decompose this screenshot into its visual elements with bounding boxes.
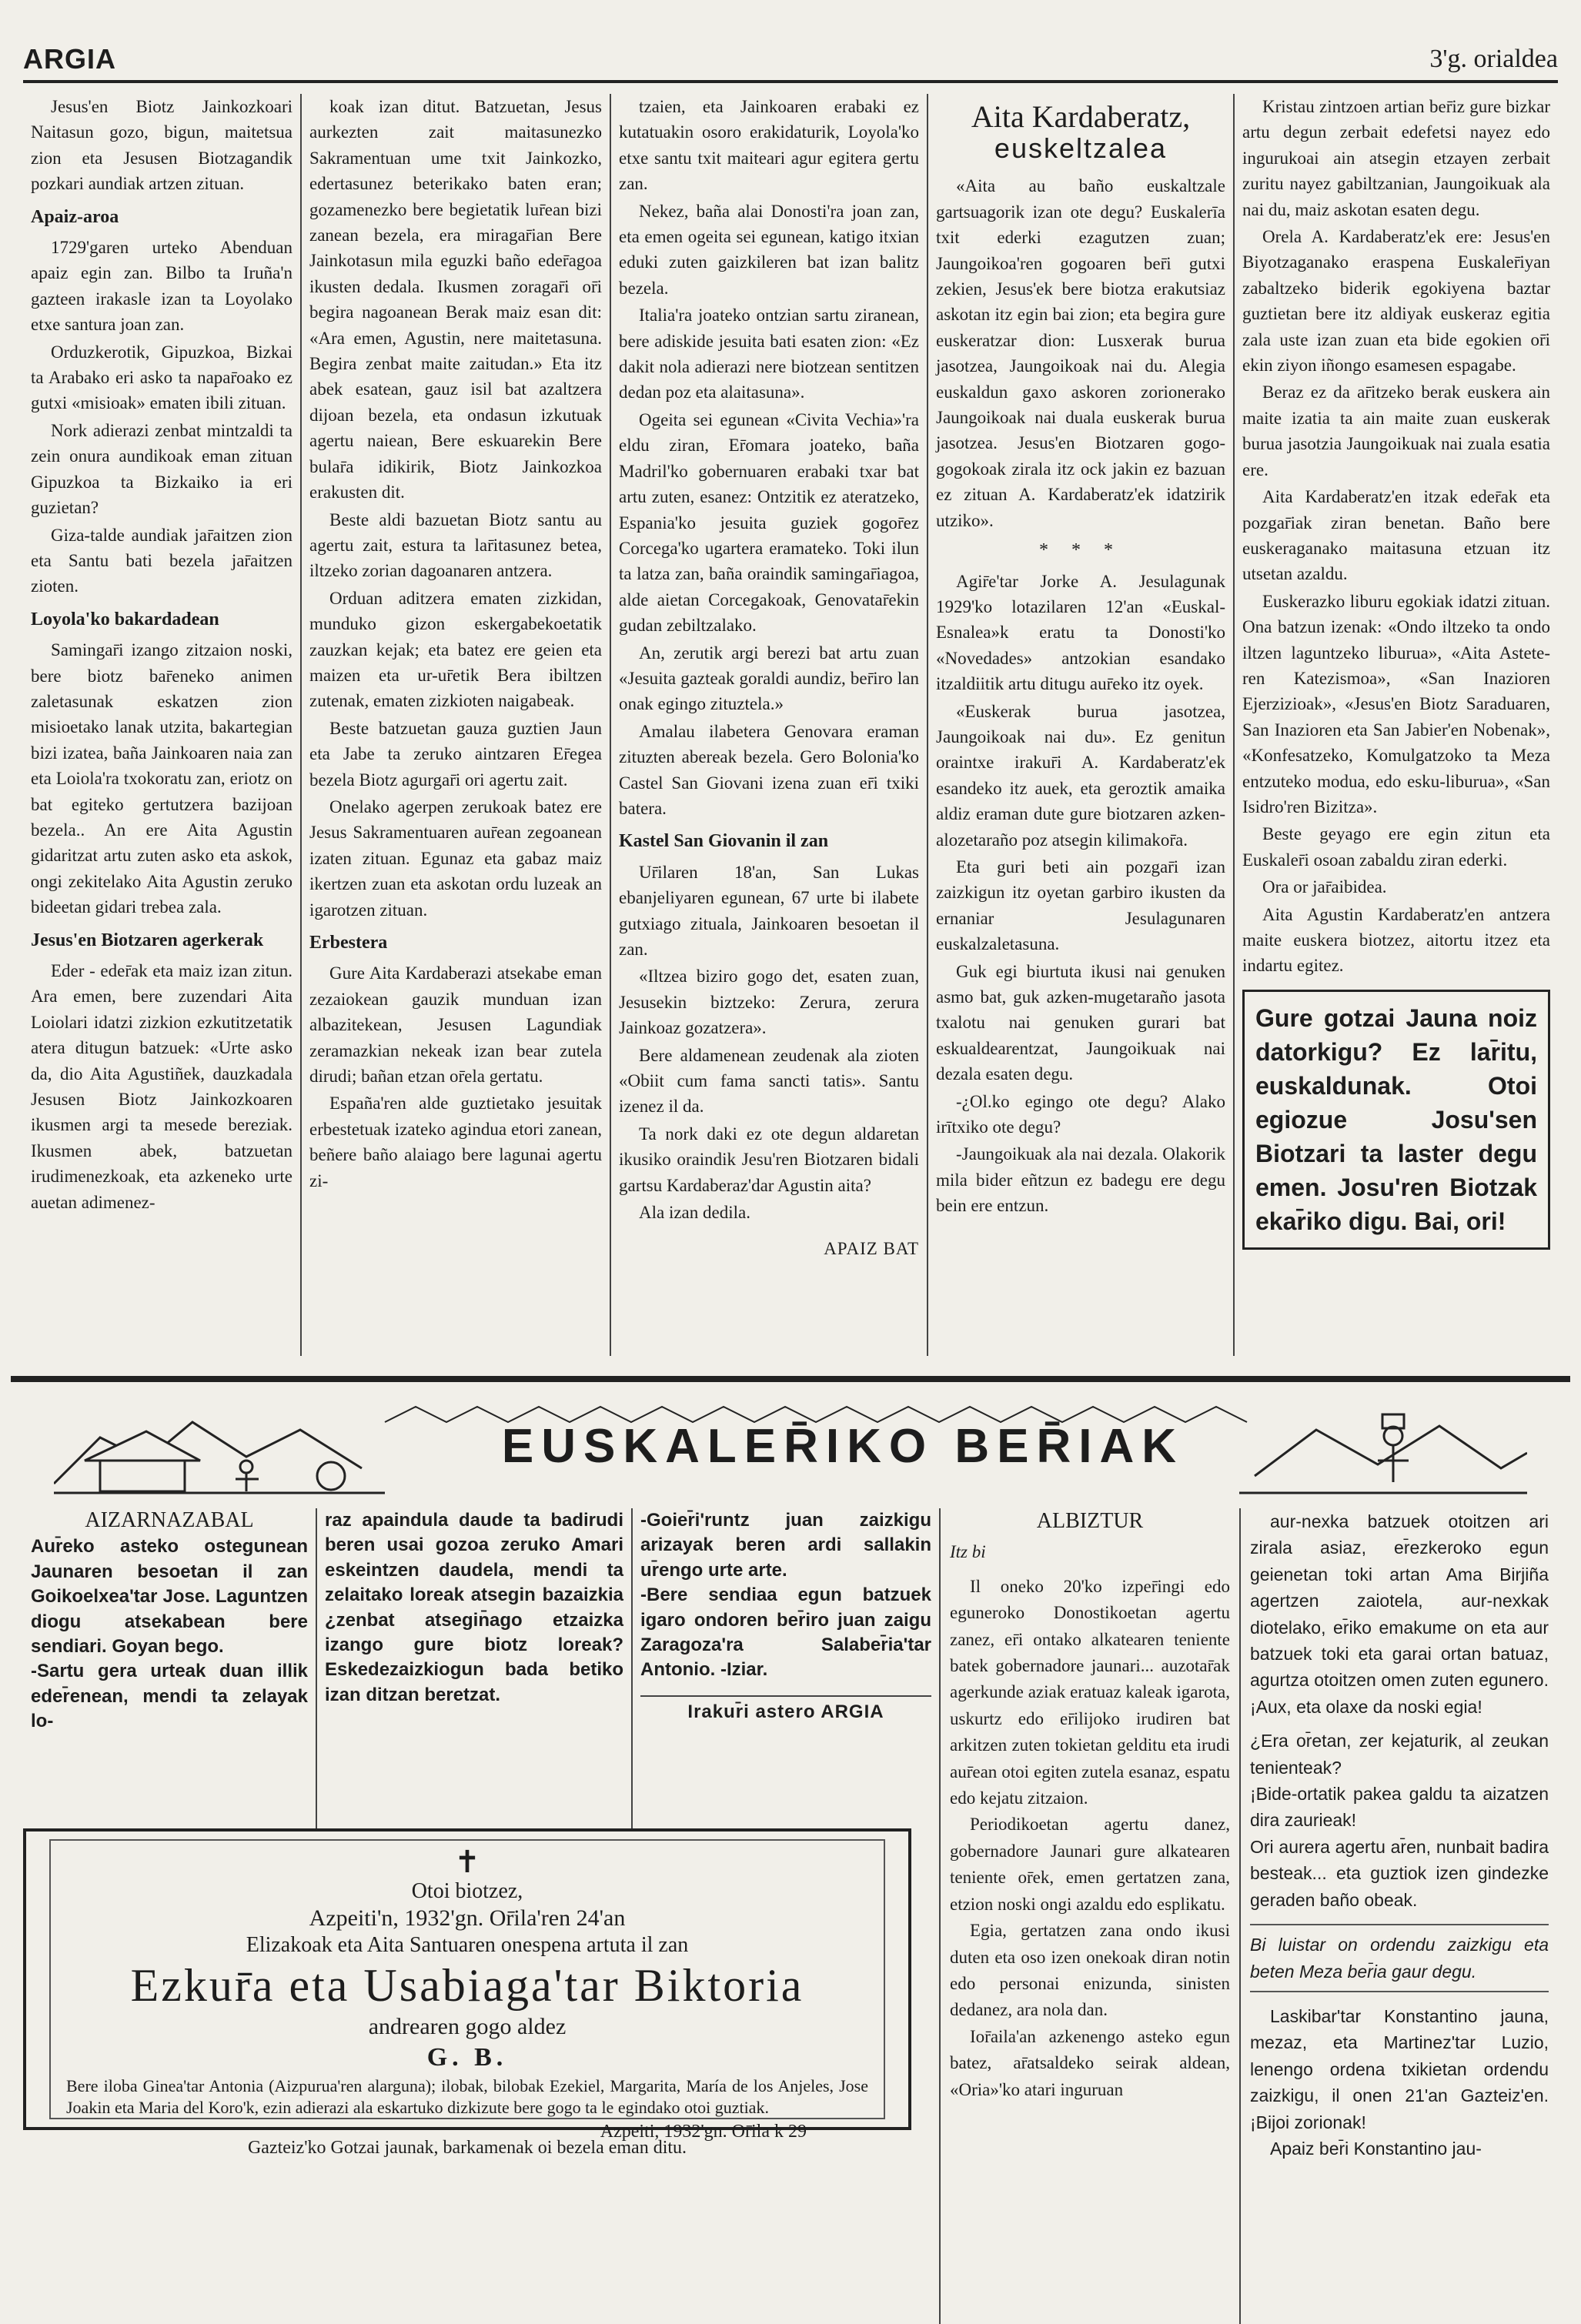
section-banner <box>54 1391 1527 1505</box>
paragraph: Orduan aditzera ematen zizkidan, munduko gizon eskergabekoetatik zauzkan kejak; eta batez ere geien eta maizen eta ur-ur̄etik Bera ibiltzen zutenak, ematen zizkioten naigabeak. <box>309 588 602 711</box>
lower-column-1 <box>23 1508 316 1831</box>
obituary-name: Ezkur̄a eta Usabiaga'tar Biktoria <box>130 1960 804 2011</box>
column-2 <box>300 94 610 1356</box>
article-signature: APAIZ BAT <box>824 1239 919 1259</box>
paragraph: koak izan ditut. Batzuetan, Jesus aurkezten zait maitasunezko Sakramentuan ume txit Jainkozko, edertasunez beterikako baten eran; gozamenezko bere begietatik lur̄ean bizi zanean bezela, era miragar̄ian Bere Jainkotasun mila eguzki baño eder̄agoa ikusten dedala. Ikusmen zoragar̄i or̄i begira nagoanean Berak maiz esan dit: «Ara emen, Agustin, nere maitetasuna. Begira zenbat maite zaitudan.» Eta itz abek esatean, gauz isil bat azaltzera dijoan bezela, eta ondasun izkutuak agertu naiean, Bere eskuarekin Bere bular̄a idikirik, Biotz Jainkozkoa erakusten dit. <box>309 97 602 503</box>
paragraph: Ora or jar̄aibidea. <box>1262 877 1387 897</box>
subheading-apaiz-aroa: Apaiz-aroa <box>31 206 119 227</box>
paragraph: Il oneko 20'ko izper̄ingi edo eguneroko Donostikoetan agertu zanez, er̄i ontako alkatearen teniente batek gobernadore jaunari... auzotar̄ak agerkunde aziak eratuaz kaleak igarota, uskurtz edo er̄ilijoko irudiren bat arkitzen zuten tokietan gelditu eta irudi aur̄ean otoi egiten zutela esanaz, espatu edo kejatu zitzaion. <box>950 1576 1230 1808</box>
paragraph: Orela A. Kardaberatz'ek ere: Jesus'en Biyotzaganako eraspena Euskaler̄iyan zabaltzeko biderik egokiyena baztar guztietan bere itz aldiyak euskeraz egitia zala uste izan zuan eta bide egokien or̄i ekin ziyon iñongo esamesen espagabe. <box>1242 227 1550 376</box>
paragraph: Beraz ez da ar̄itzeko berak euskera ain maite izatia ta ain maite zuan euskerak burua jasotzia Jaungoikuak nai zuala esatia ere. <box>1242 382 1550 479</box>
column-1 <box>23 94 300 1356</box>
paragraph: Guk egi biurtuta ikusi nai genuken asmo bat, guk azken-mugetaraño jasota txalotu nai genuken gurari bat eskualdearentzat, Jaungoikuak nai dezala esaten degu. <box>936 961 1225 1084</box>
page-number: 3'g. orialdea <box>1429 45 1558 73</box>
paragraph: Beste geyago ere egin zitun eta Euskaler̄i osoan zabaldu ziran ederki. <box>1242 824 1550 870</box>
paragraph: Periodikoetan agertu danez, gobernadore Jaunari gure alkatearen teniente or̄ek, emen gertatzen zana, etzion noski ongi azaldu edo esplikatu. <box>950 1815 1230 1914</box>
paragraph: Ala izan dedila. <box>639 1203 750 1223</box>
paragraph: Ta nork daki ez ote degun aldaretan ikusiko oraindik Jesu'ren Biotzaren bidali gartsu Kardaberaz'dar Agustin aita? <box>619 1124 919 1195</box>
paragraph: Gure Aita Kardaberazi atsekabe eman zezaiokean gauzik munduan izan albazitekean, Jesusen Lagundiak zeramazkian nekeak izan bear zutela dirudi; bañan etzan or̄ela gertatu. <box>309 963 602 1087</box>
paragraph: -Jaungoikuak ala nai dezala. Olakorik mila bider eñtzun ez badegu ere degu bein ere entzun. <box>936 1144 1225 1216</box>
paragraph: Onelako agerpen zerukoak batez ere Jesus Sakramentuaren aur̄ean zegoanean izaten zituan. Egunaz eta gabaz maiz ikertzen zuan eta askotan ordu luzeak an igarotzen zituan. <box>309 796 602 920</box>
paragraph: 1729'garen urteko Abenduan apaiz egin zan. Bilbo ta Iruña'n gazteen irakasle izan ta Loyolako etxe santura joan zan. <box>31 238 292 335</box>
obituary-footer: Gazteiz'ko Gotzai jaunak, barkamenak oi bezela eman ditu. <box>247 2138 687 2158</box>
paragraph: Eder - eder̄ak eta maiz izan zitun. Ara emen, bere zuzendari Aita Loiolari idatzi zizkion ezkutitzetatik atera ditugun batzuek: «Urte asko da, dio Aita Agustiñek, dauzkadala Jesusen Biotz Jainkozkoaren ikusmen argi ta mesede bereziak. Ikusmen abek, batzuetan irudimenezkoak, eta azkeneko urte auetan adimenez- <box>31 961 292 1212</box>
feature-title: Aita Kardaberatz, <box>971 99 1191 134</box>
paragraph: aur-nexka batzuek otoitzen ari zirala asiaz, er̄ezkeroko egun geienetan toki artan Ama Birjiña agertzen zaiotela, aur-nexkak diotelako, er̄iko emakume on eta aur batzuek toki eta garai ortan batuaz, agurtza otoitzen omen zuten egunero. ¡Aux, eta olaxe da noski egia! <box>1250 1511 1549 1717</box>
section-separator: * * * <box>1039 540 1122 561</box>
paragraph: Kristau zintzoen artian ber̄iz gure bizkar artu degun zerbait edefetsi nayez edo ingurukoai ain atsegin etzayen zerbait zuritu nayez gabiltzanian, Jaungoikuak ala nai du, maiz askotan esaten degu. <box>1242 97 1550 219</box>
paragraph: Agir̄e'tar Jorke A. Jesulagunak 1929'ko lotazilaren 12'an «Euskal-Esnalea»k eratu ta Donosti'ko «Novedades» antzokian esandako itzaldiitik artu ditugu aur̄eko itz oyek. <box>936 571 1225 694</box>
newspaper-title: ARGIA <box>23 43 116 75</box>
albiztur-column <box>939 1508 1239 2324</box>
paragraph: raz apaindula daude ta badirudi beren usai gozoa zeruko Amari eskeintzen daudela, mendi ta zelaitako loreak atsegin bazaizkia ¿zenbat atsegin̄ago etzaizka izango gure biotz loreak? Eskedezaizkiogun bada betiko izan ditzan beretzat. <box>325 1510 623 1705</box>
subheading-agerkerak: Jesus'en Biotzaren agerkerak <box>31 930 264 950</box>
banner-title: EUSKALER̄IKO BER̄IAK <box>501 1420 1185 1473</box>
obituary-line: Elizakoak eta Aita Santuaren onespena artuta il zan <box>246 1933 689 1957</box>
obituary-body: Bere iloba Ginea'tar Antonia (Aizpurua'ren alarguna); ilobak, bilobak Ezekiel, Margarita, María de los Anjeles, Jose Joakin eta Maria del Koro'k, ezin adierazi ala eskartuko dizkizute bere gogo ta le egindako otoi guztiak. <box>66 2076 868 2117</box>
paragraph: Nork adierazi zenbat mintzaldi ta zein onura aundikoak eman zituan Gipuzkoa ta Bizkaiko ia eri guzietan? <box>31 420 292 518</box>
obituary-line: Otoi biotzez, <box>411 1879 523 1903</box>
advert-line: Irakur̄i astero ARGIA <box>640 1695 931 1725</box>
paragraph: «Aita au baño euskaltzale gartsuagorik izan ote degu? Euskalerīa txit ederki ezagutzen zuan; Jaungoikoa'ren gogoaren ber̄i gutxi zekien, Jesus'ek bere biotza erakutsiaz askotan itz egin bai zion; eta begira gure euskeratzar dion: Lusxerak burua jasotzea, Jaungoikoak nai du. Alegia euskaldun gaxo askoren zorionerako Jaungoikoak nai duala euskerak burua jasotzea. Jesus'en Biotzaren gogo-gogokoak zirala itz ock jakin ez bazuan ez zituan A. Kardaberatz'ek idatzirik utziko». <box>936 176 1225 530</box>
paragraph: Egia, gertatzen zana ondo ikusi duten eta oso izen onekoak diran notin edo personai enizunda, sinisten dedanez, ara nola dan. <box>950 1921 1230 2020</box>
paragraph: An, zerutik argi berezi bat artu zuan «Jesuita gazteak goraldi aundiz, ber̄iro lan onak egingo zituztela.» <box>619 643 919 714</box>
obituary-box <box>23 1828 911 2142</box>
masthead <box>23 40 1558 83</box>
location-heading: ALBIZTUR <box>1036 1509 1144 1533</box>
paragraph: -Goier̄i'runtz juan zaizkigu arizayak beren ardi sallakin ur̄engo urte arte. <box>640 1510 931 1581</box>
dialogue-line: Ori aurera agertu ar̄en, nunbait badira besteak... eta guztiok izen gindezke geraden baño obeak. <box>1250 1836 1549 1910</box>
column-5 <box>1233 94 1558 1356</box>
paragraph: Beste batzuetan gauza guztien Jaun eta Jabe ta zeruko aintzaren Er̄egea bezela Biotz agurgar̄i ori agertu zait. <box>309 718 602 790</box>
paragraph: Italia'ra joateko ontzian sartu ziranean, bere adiskide jesuita bati esaten zion: «Ez dakit nola adierazi nere biotzean sentitzen dedan poz eta alaitasuna». <box>619 306 919 402</box>
paragraph: Aita Kardaberatz'en itzak eder̄ak eta pozgar̄iak ziran benetan. Baño bere euskeraganako maitasuna etzuan itz utsetan azaldu. <box>1242 487 1550 584</box>
paragraph: Laskibar'tar Konstantino jauna, mezaz, eta Martinez'tar Luzio, lenengo ordena txikietan ordendu zaizkigu, il onen 21'an Gazteiz'en. ¡Bijoi zorionak! <box>1250 2005 1549 2132</box>
paragraph: Beste aldi bazuetan Biotz santu au agertu zait, estura ta lar̄itasunez betea, iltzeko zorian dagoanaren antzera. <box>309 509 602 581</box>
article-subtitle: Itz bi <box>950 1542 986 1562</box>
lower-column-3 <box>631 1508 939 1831</box>
column-3 <box>610 94 927 1356</box>
paragraph: -Sartu gera urteak duan illik eder̄enean, mendi ta zelayak lo- <box>31 1661 308 1732</box>
dialogue-line: ¿Era or̄etan, zer kejaturik, al zeukan tenienteak? <box>1250 1731 1549 1778</box>
dialogue-block <box>1250 1728 1549 1913</box>
paragraph: Jesus'en Biotz Jainkozkoari Naitasun gozo, bigun, maitetsua zion eta Jesusen Biotzagandik pozkari aundiak artzen zituan. <box>31 97 292 194</box>
paragraph: Apaiz ber̄i Konstantino jau- <box>1270 2138 1482 2159</box>
lower-column-2 <box>316 1508 631 1831</box>
paragraph: -¿Ol.ko egingo ote degu? Alako irītxiko ote degu? <box>936 1091 1225 1137</box>
paragraph: Samingar̄i izango zitzaion noski, bere biotz bar̄eneko animen zaletasunak eskatzen zion misioetako lanak utzita, bakartegian bizi izatea, baña Jainkoaren naia zan eta Loiola'ra txokoratu zan, eriotz on bat egiteko gertutzera bazijoan bezela.. An ere Aita Agustin gidaritzat artu zuten asko eta askok, ongi zekitelako Aita Agustin zeruko bideetan gidari trebea zala. <box>31 640 292 917</box>
paragraph: Aita Agustin Kardaberatz'en antzera maite euskera biotzez, aitortu itzez eta indartu egitez. <box>1242 904 1550 976</box>
paragraph: Bere aldamenean zeudenak ala zioten «Obiit cum fama sancti tatis». Santu izenez il da. <box>619 1045 919 1117</box>
paragraph: Nekez, baña alai Donosti'ra joan zan, eta emen ogeita sei egunean, katigo itxian eduki zuten gaizkileren bat izan balitz bezela. <box>619 201 919 298</box>
obituary-line: andrearen gogo aldez <box>368 2014 567 2039</box>
feature-subtitle: euskeltzalea <box>994 132 1168 164</box>
paragraph: Giza-talde aundiak jar̄aitzen zion eta Santu bati bezela jar̄aitzen zioten. <box>31 525 292 596</box>
boxed-notice: Gure gotzai Jauna noiz datorkigu? Ez lar̄itu, euskaldunak. Otoi egiozue Josu'sen Biotzari ta laster degu emen. Josu'ren Biotzak ekar̄iko digu. Bai, ori! <box>1242 990 1550 1250</box>
subheading-erbestera: Erbestera <box>309 933 388 953</box>
paragraph: Orduzkerotik, Gipuzkoa, Bizkai ta Arabako eri asko ta napar̄oako ez gutxi «misioak» ematen ibili zituan. <box>31 342 292 413</box>
right-column <box>1239 1508 1558 2324</box>
paragraph: España'ren alde guztietako jesuitak erbestetuak izateko agindua etori zanean, beñere baño alaiago bere lagunai agertu zi- <box>309 1094 602 1190</box>
obituary-line: Azpeiti'n, 1932'gn. Or̄ila'ren 24'an <box>309 1905 626 1931</box>
column-4 <box>927 94 1233 1356</box>
section-divider <box>11 1376 1570 1382</box>
paragraph: Aur̄eko asteko ostegunean Jaunaren besoetan il zan Goikoelxea'tar Jose. Laguntzen diogu atsekabean bere sendiari. Goyan bego. <box>31 1536 308 1658</box>
location-heading: AIZARNAZABAL <box>85 1508 254 1532</box>
obituary-inner <box>49 1839 885 2142</box>
obituary-initials: G. B. <box>426 2043 508 2072</box>
paragraph: tzaien, eta Jainkoaren erabaki ez kutatuakin osoro erakidaturik, Loyola'ko etxe santu txit maiteari agur egitera gertu zan. <box>619 97 919 194</box>
upper-section <box>23 94 1558 1356</box>
obituary-date: Azpeiti, 1932'gn. Or̄ila k 29 <box>600 2122 807 2142</box>
italic-notice: Bi luistar on ordendu zaizkigu eta beten Meza ber̄ia gaur degu. <box>1250 1924 1549 1992</box>
paragraph: Eta guri beti ain pozgar̄i izan zaizkigun itz oyetan garbiro ikusten da ernaniar Jesulagunaren euskalzaletasuna. <box>936 856 1225 954</box>
cross-icon: ✝ <box>454 1845 480 1879</box>
subheading-loyola: Loyola'ko bakardadean <box>31 609 219 629</box>
subheading-kastel: Kastel San Giovanin il zan <box>619 831 829 852</box>
paragraph: -Bere sendiaa egun batzuek igaro ondoren ber̄iro juan zaigu Zaragoza'ra Salaber̄ia'tar Antonio. -Iziar. <box>640 1584 931 1681</box>
paragraph: Ior̄aila'an azkenengo asteko egun batez, ar̄atsaldeko seirak aldean, «Oria»'ko atari inguruan <box>950 2026 1230 2099</box>
dialogue-line: ¡Bide-ortatik pakea galdu ta aizatzen dira zaurieak! <box>1250 1784 1549 1831</box>
paragraph: «Euskerak burua jasotzea, Jaungoikoak nai du». Ez genitun oraintxe irakur̄i A. Kardaberatz'ek esandeko itz auek, eta geroztik amaika aldiz eraman dute gure biotzaren azken-alozetaraño poz atsegin kilimakor̄a. <box>936 701 1225 850</box>
paragraph: Ogeita sei egunean «Civita Vechia»'ra eldu ziran, Er̄omara joateko, baña Madril'ko gobernuaren erabaki txar bat artu zuten, esanez: Ontzitik ez ateratzeko, Espania'ko jesuita guziek gogor̄ez Corcega'ko ugartera eramateko. Toki ilun ta latza zan, baña oraindik samingar̄iagoa, alde aietan Corcegakoak, Genovatar̄ekin gudan zebiltzalako. <box>619 409 919 636</box>
paragraph: «Iltzea biziro gogo det, esaten zuan, Jesusekin biztzeko: Zerura, zerura Jainkoaz gozatzera». <box>619 967 919 1038</box>
paragraph: Euskerazko liburu egokiak idatzi zituan. Ona batzun izenak: «Ondo iltzeko ta ondo iltzen laguntzeko liburua», «Aita Astete-ren Katezismoa», «San Inazioren Ejerzizioak», «Jesus'en Biotz Saraduaren, San Inazioren eta San Jabier'en Nobenak», «Konfesatzeko, Komulgatzoko ta Meza entzuteko modua, edo esku-liburua», «San Isidro'ren Bizitza». <box>1242 591 1550 816</box>
paragraph: Amalau ilabetera Genovara eraman zituzten abereak bezela. Gero Bolonia'ko Castel San Giovani izena zuan er̄i txiki batera. <box>619 721 919 818</box>
paragraph: Ur̄ilaren 18'an, San Lukas ebanjeliyaren egunean, 67 urte bi ilabete gutxiago zituala, Jainkoaren besoetan il zan. <box>619 862 919 959</box>
